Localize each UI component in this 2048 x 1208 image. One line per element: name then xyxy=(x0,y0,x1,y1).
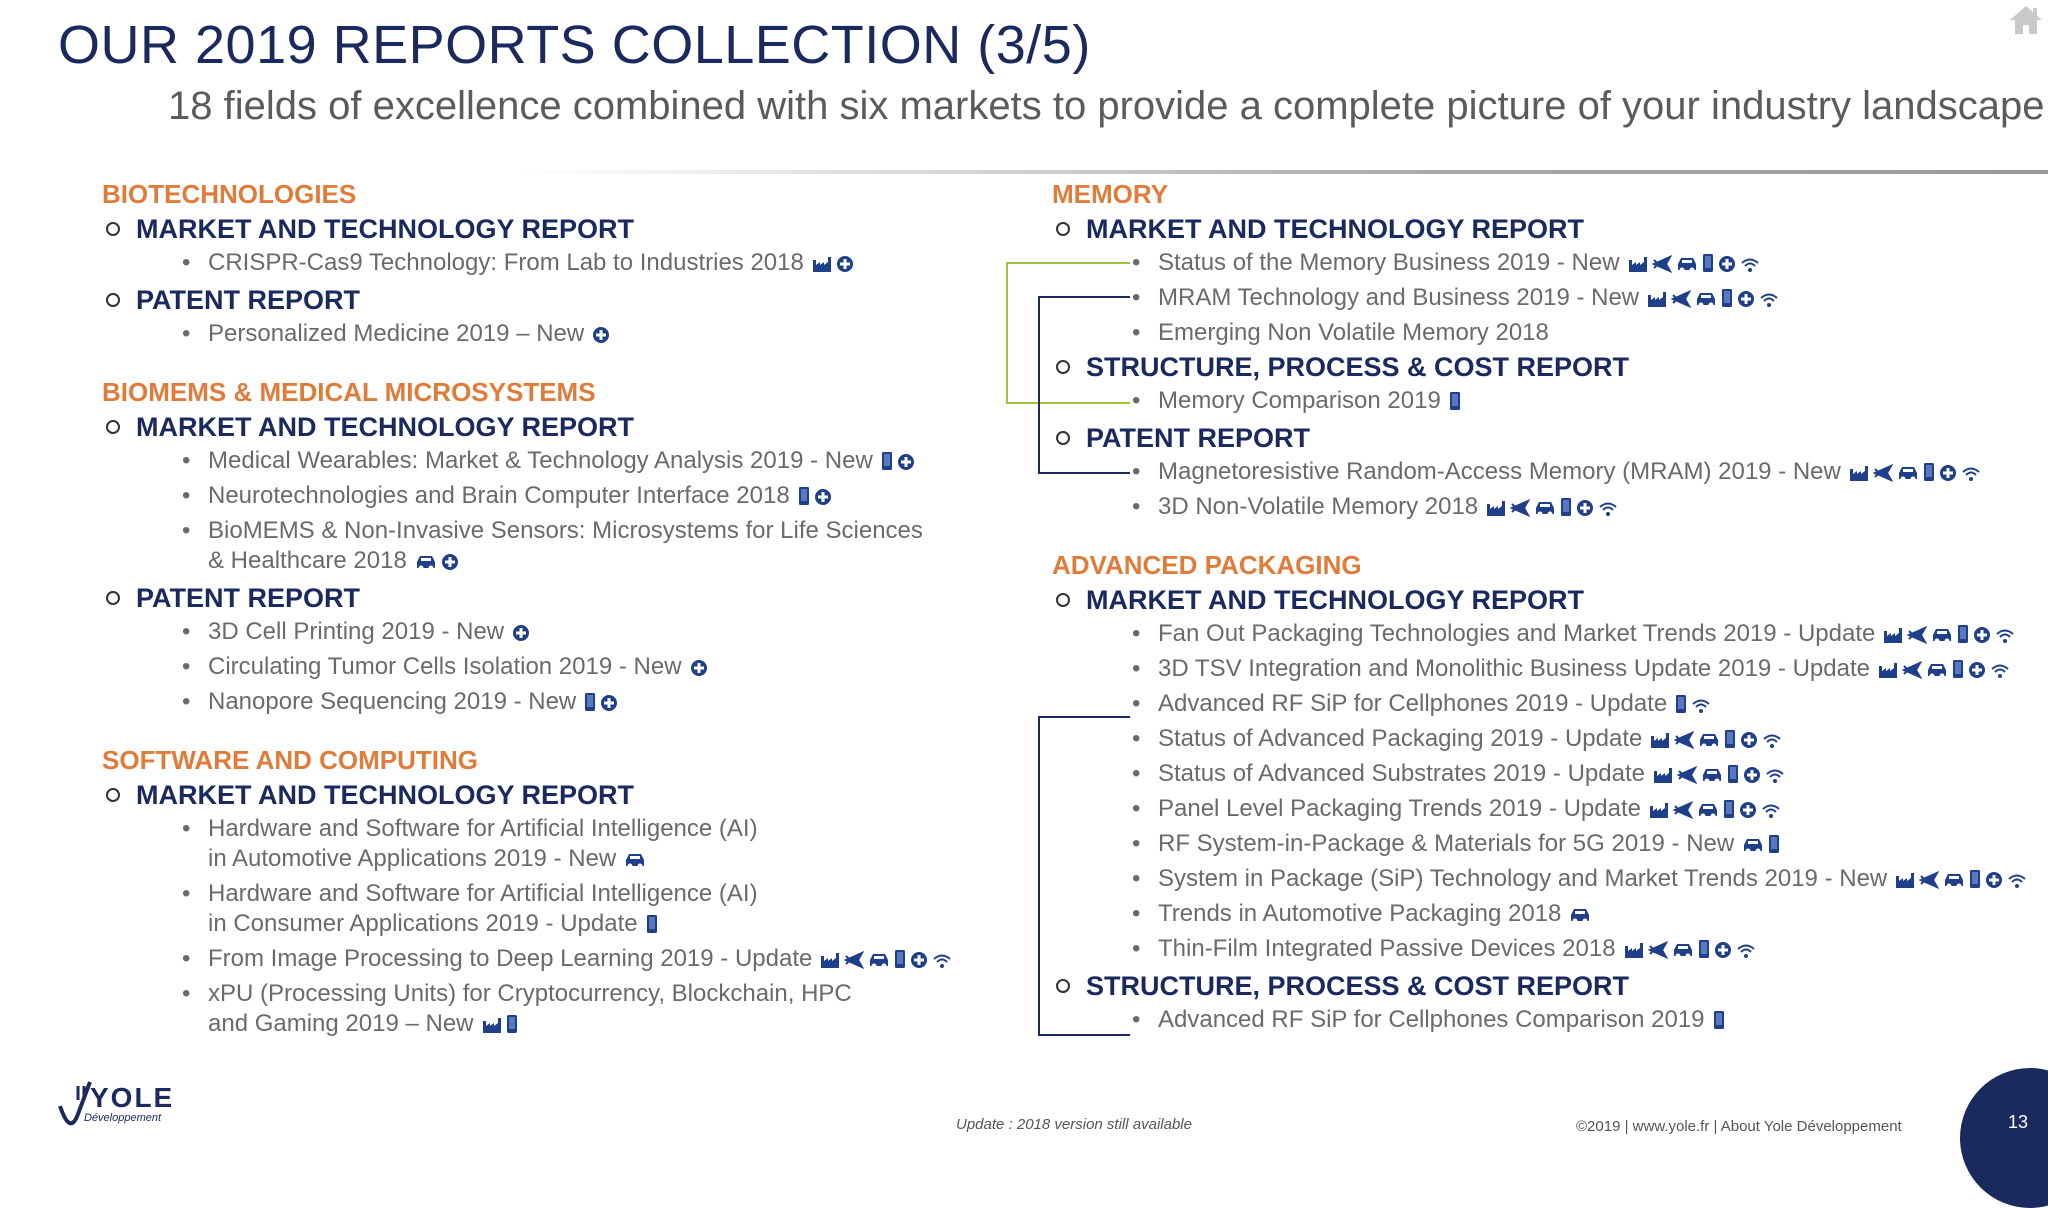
report-type-heading xyxy=(1052,350,2032,384)
circle-bullet-icon xyxy=(106,222,120,236)
page-title: OUR 2019 REPORTS COLLECTION (3/5) xyxy=(58,15,1091,75)
automotive-icon xyxy=(1742,832,1764,862)
category-heading: ADVANCED PACKAGING xyxy=(1052,550,1362,580)
industrial-icon xyxy=(1878,657,1898,687)
industrial-icon xyxy=(1647,286,1667,316)
bullet-icon: • xyxy=(1132,319,1141,346)
medical-icon xyxy=(690,655,708,685)
report-item[interactable] xyxy=(1052,492,2032,525)
bullet-icon: • xyxy=(182,980,191,1007)
telecom-icon xyxy=(1961,460,1981,490)
bullet-icon: • xyxy=(1132,620,1141,647)
report-type-heading xyxy=(1052,583,2032,617)
telecom-icon xyxy=(1736,937,1756,967)
logo-subtitle: Développement xyxy=(84,1112,162,1124)
aerospace-icon xyxy=(1902,657,1922,687)
medical-icon xyxy=(1968,657,1986,687)
mobile-icon xyxy=(1449,389,1461,419)
category-heading: MEMORY xyxy=(1052,179,1169,209)
bullet-icon: • xyxy=(1132,690,1141,717)
report-type-label: PATENT REPORT xyxy=(136,583,361,613)
report-item[interactable] xyxy=(102,879,1022,942)
market-icons xyxy=(584,690,618,720)
industrial-icon xyxy=(1628,251,1648,281)
market-icons xyxy=(798,484,832,514)
report-type-label: MARKET AND TECHNOLOGY REPORT xyxy=(1086,214,1585,244)
report-item[interactable] xyxy=(1052,619,2032,652)
footer-note: Update : 2018 version still available xyxy=(956,1116,1192,1133)
automotive-icon xyxy=(868,947,890,977)
mobile-icon xyxy=(894,947,906,977)
report-title: Thin-Film Integrated Passive Devices 2018 xyxy=(1158,934,2032,967)
automotive-icon xyxy=(1534,495,1556,525)
aerospace-icon xyxy=(1648,937,1668,967)
report-title: From Image Processing to Deep Learning 2019 - Update xyxy=(208,944,1022,977)
mobile-icon xyxy=(584,690,596,720)
bullet-icon: • xyxy=(182,249,191,276)
medical-icon xyxy=(814,484,832,514)
report-type-heading xyxy=(102,581,1022,615)
bullet-icon: • xyxy=(1132,830,1141,857)
report-title: in Automotive Applications 2019 - New xyxy=(208,844,1022,877)
automotive-icon xyxy=(1701,762,1723,792)
medical-icon xyxy=(1740,727,1758,757)
header-divider xyxy=(520,170,2048,174)
market-icons xyxy=(1624,937,1756,967)
bullet-icon: • xyxy=(182,880,191,907)
industrial-icon xyxy=(1624,937,1644,967)
medical-icon xyxy=(1737,286,1755,316)
rf-sip-bracket xyxy=(1038,716,1130,1036)
mram-bracket xyxy=(1038,296,1130,474)
mobile-icon xyxy=(1723,797,1735,827)
report-type-label: PATENT REPORT xyxy=(136,285,361,315)
mobile-icon xyxy=(646,912,658,942)
bullet-icon: • xyxy=(1132,725,1141,752)
report-title: Status of Advanced Substrates 2019 - Update xyxy=(1158,759,2032,792)
report-title: Circulating Tumor Cells Isolation 2019 - New xyxy=(208,652,1022,685)
footer-copyright[interactable]: ©2019 | www.yole.fr | About Yole Développement xyxy=(1576,1118,1902,1135)
report-title: Advanced RF SiP for Cellphones Comparison 2019 xyxy=(1158,1005,2032,1038)
report-item[interactable] xyxy=(102,516,1022,579)
mobile-icon xyxy=(1957,622,1969,652)
market-icons xyxy=(1878,657,2010,687)
mobile-icon xyxy=(1702,251,1714,281)
report-title: 3D Cell Printing 2019 - New xyxy=(208,617,1022,650)
medical-icon xyxy=(1743,762,1761,792)
bullet-icon: • xyxy=(1132,655,1141,682)
right-column xyxy=(1052,176,2032,1040)
medical-icon xyxy=(441,549,459,579)
report-title: & Healthcare 2018 xyxy=(208,546,1022,579)
report-title: 3D Non-Volatile Memory 2018 xyxy=(1158,492,2032,525)
report-title: 3D TSV Integration and Monolithic Business Update 2019 - Update xyxy=(1158,654,2032,687)
report-item[interactable] xyxy=(102,652,1022,685)
medical-icon xyxy=(1739,797,1757,827)
automotive-icon xyxy=(1897,460,1919,490)
bullet-icon: • xyxy=(182,447,191,474)
report-title: Emerging Non Volatile Memory 2018 xyxy=(1158,319,1549,346)
report-item[interactable] xyxy=(1052,794,2032,827)
bullet-icon: • xyxy=(182,815,191,842)
market-icons xyxy=(646,912,658,942)
market-icons xyxy=(1449,389,1461,419)
market-icons xyxy=(1895,867,2027,897)
report-item[interactable] xyxy=(102,944,1022,977)
report-item[interactable] xyxy=(102,979,1022,1042)
market-icons xyxy=(512,620,530,650)
bullet-icon: • xyxy=(182,688,191,715)
aerospace-icon xyxy=(1673,797,1693,827)
mobile-icon xyxy=(1721,286,1733,316)
telecom-icon xyxy=(1691,692,1711,722)
automotive-icon xyxy=(1926,657,1948,687)
aerospace-icon xyxy=(1873,460,1893,490)
automotive-icon xyxy=(1569,902,1591,932)
automotive-icon xyxy=(1931,622,1953,652)
home-icon[interactable] xyxy=(2006,2,2046,38)
automotive-icon xyxy=(1676,251,1698,281)
aerospace-icon xyxy=(1674,727,1694,757)
telecom-icon xyxy=(1740,251,1760,281)
mobile-icon xyxy=(1560,495,1572,525)
report-item[interactable] xyxy=(1052,248,2032,281)
left-column xyxy=(102,176,1022,1044)
bullet-icon: • xyxy=(1132,249,1141,276)
industrial-icon xyxy=(1486,495,1506,525)
aerospace-icon xyxy=(844,947,864,977)
bullet-icon: • xyxy=(1132,900,1141,927)
report-type-label: STRUCTURE, PROCESS & COST REPORT xyxy=(1086,971,1630,1001)
industrial-icon xyxy=(482,1012,502,1042)
market-icons xyxy=(415,549,459,579)
mobile-icon xyxy=(798,484,810,514)
report-title: Status of Advanced Packaging 2019 - Update xyxy=(1158,724,2032,757)
bullet-icon: • xyxy=(1132,935,1141,962)
bullet-icon: • xyxy=(1132,284,1141,311)
report-item[interactable] xyxy=(1052,1005,2032,1038)
telecom-icon xyxy=(1759,286,1779,316)
automotive-icon xyxy=(624,847,646,877)
report-type-heading xyxy=(1052,421,2032,455)
medical-icon xyxy=(1718,251,1736,281)
report-item[interactable] xyxy=(102,687,1022,720)
circle-bullet-icon xyxy=(1056,222,1070,236)
report-title: CRISPR-Cas9 Technology: From Lab to Industries 2018 xyxy=(208,248,1022,281)
bullet-icon: • xyxy=(182,320,191,347)
aerospace-icon xyxy=(1671,286,1691,316)
report-type-heading xyxy=(1052,212,2032,246)
category-heading: BIOMEMS & MEDICAL MICROSYSTEMS xyxy=(102,377,596,407)
report-title: Trends in Automotive Packaging 2018 xyxy=(1158,899,2032,932)
report-item[interactable] xyxy=(102,617,1022,650)
report-type-heading xyxy=(1052,969,2032,1003)
market-icons xyxy=(1647,286,1779,316)
industrial-icon xyxy=(1653,762,1673,792)
circle-bullet-icon xyxy=(106,788,120,802)
aerospace-icon xyxy=(1907,622,1927,652)
bullet-icon: • xyxy=(1132,387,1141,414)
mobile-icon xyxy=(1952,657,1964,687)
circle-bullet-icon xyxy=(106,293,120,307)
bullet-icon: • xyxy=(182,945,191,972)
report-title: MRAM Technology and Business 2019 - New xyxy=(1158,283,2032,316)
report-item[interactable] xyxy=(102,319,1022,352)
automotive-icon xyxy=(415,549,437,579)
page-subtitle: 18 fields of excellence combined with six markets to provide a complete picture of your industry landscape xyxy=(168,84,2045,128)
mobile-icon xyxy=(506,1012,518,1042)
industrial-icon xyxy=(820,947,840,977)
report-title: BioMEMS & Non-Invasive Sensors: Microsystems for Life Sciences xyxy=(208,517,923,544)
telecom-icon xyxy=(1995,622,2015,652)
mobile-icon xyxy=(1768,832,1780,862)
market-icons xyxy=(690,655,708,685)
report-item[interactable] xyxy=(1052,283,2032,316)
market-icons xyxy=(482,1012,518,1042)
report-title: and Gaming 2019 – New xyxy=(208,1009,1022,1042)
bullet-icon: • xyxy=(1132,760,1141,787)
automotive-icon xyxy=(1698,727,1720,757)
report-type-heading xyxy=(102,283,1022,317)
report-type-heading xyxy=(102,778,1022,812)
market-icons xyxy=(1649,797,1781,827)
report-type-label: MARKET AND TECHNOLOGY REPORT xyxy=(136,412,635,442)
report-item[interactable] xyxy=(102,446,1022,479)
medical-icon xyxy=(910,947,928,977)
industrial-icon xyxy=(812,251,832,281)
report-item[interactable] xyxy=(1052,934,2032,967)
report-item[interactable] xyxy=(1052,318,2032,348)
report-item[interactable] xyxy=(1052,864,2032,897)
report-item[interactable] xyxy=(1052,899,2032,932)
automotive-icon xyxy=(1672,937,1694,967)
category-heading: BIOTECHNOLOGIES xyxy=(102,179,357,209)
mobile-icon xyxy=(1713,1008,1725,1038)
bullet-icon: • xyxy=(1132,458,1141,485)
market-icons xyxy=(881,449,915,479)
market-icons xyxy=(1486,495,1618,525)
report-title: RF System-in-Package & Materials for 5G 2019 - New xyxy=(1158,829,2032,862)
report-type-heading xyxy=(102,410,1022,444)
telecom-icon xyxy=(932,947,952,977)
report-title: Memory Comparison 2019 xyxy=(1158,386,2032,419)
report-type-label: MARKET AND TECHNOLOGY REPORT xyxy=(136,780,635,810)
market-icons xyxy=(1650,727,1782,757)
market-icons xyxy=(1849,460,1981,490)
report-title: Advanced RF SiP for Cellphones 2019 - Update xyxy=(1158,689,2032,722)
automotive-icon xyxy=(1943,867,1965,897)
mobile-icon xyxy=(1698,937,1710,967)
report-title: Medical Wearables: Market & Technology Analysis 2019 - New xyxy=(208,446,1022,479)
bullet-icon: • xyxy=(182,482,191,509)
market-icons xyxy=(820,947,952,977)
telecom-icon xyxy=(1990,657,2010,687)
report-title: Magnetoresistive Random-Access Memory (MRAM) 2019 - New xyxy=(1158,457,2032,490)
report-item[interactable] xyxy=(1052,654,2032,687)
report-item[interactable] xyxy=(1052,457,2032,490)
mobile-icon xyxy=(1969,867,1981,897)
telecom-icon xyxy=(1762,727,1782,757)
automotive-icon xyxy=(1697,797,1719,827)
market-icons xyxy=(1713,1008,1725,1038)
industrial-icon xyxy=(1895,867,1915,897)
aerospace-icon xyxy=(1510,495,1530,525)
report-type-label: MARKET AND TECHNOLOGY REPORT xyxy=(136,214,635,244)
report-item[interactable] xyxy=(1052,829,2032,862)
report-item[interactable] xyxy=(1052,759,2032,792)
mobile-icon xyxy=(881,449,893,479)
market-icons xyxy=(1628,251,1760,281)
telecom-icon xyxy=(1761,797,1781,827)
report-item[interactable] xyxy=(102,481,1022,514)
page-number-badge xyxy=(1960,1068,2048,1208)
medical-icon xyxy=(897,449,915,479)
market-icons xyxy=(1742,832,1780,862)
page-number: 13 xyxy=(2007,1112,2029,1132)
circle-bullet-icon xyxy=(106,420,120,434)
industrial-icon xyxy=(1883,622,1903,652)
bullet-icon: • xyxy=(182,517,191,544)
report-item[interactable] xyxy=(1052,689,2032,722)
aerospace-icon xyxy=(1677,762,1697,792)
market-icons xyxy=(1883,622,2015,652)
report-title: Nanopore Sequencing 2019 - New xyxy=(208,687,1022,720)
report-title: Status of the Memory Business 2019 - New xyxy=(1158,248,2032,281)
mobile-icon xyxy=(1727,762,1739,792)
circle-bullet-icon xyxy=(1056,593,1070,607)
bullet-icon: • xyxy=(1132,1006,1141,1033)
logo-wordmark: YOLE xyxy=(90,1082,175,1113)
report-type-label: PATENT REPORT xyxy=(1086,423,1311,453)
circle-bullet-icon xyxy=(106,591,120,605)
report-title: in Consumer Applications 2019 - Update xyxy=(208,909,1022,942)
category-heading: SOFTWARE AND COMPUTING xyxy=(102,745,479,775)
industrial-icon xyxy=(1849,460,1869,490)
market-icons xyxy=(592,322,610,352)
report-item[interactable] xyxy=(1052,386,2032,419)
telecom-icon xyxy=(2007,867,2027,897)
mobile-icon xyxy=(1923,460,1935,490)
telecom-icon xyxy=(1765,762,1785,792)
report-title: Fan Out Packaging Technologies and Market Trends 2019 - Update xyxy=(1158,619,2032,652)
medical-icon xyxy=(512,620,530,650)
industrial-icon xyxy=(1649,797,1669,827)
aerospace-icon xyxy=(1919,867,1939,897)
mobile-icon xyxy=(1724,727,1736,757)
report-title: System in Package (SiP) Technology and Market Trends 2019 - New xyxy=(1158,864,2032,897)
report-type-label: STRUCTURE, PROCESS & COST REPORT xyxy=(1086,352,1630,382)
bullet-icon: • xyxy=(182,653,191,680)
medical-icon xyxy=(592,322,610,352)
market-icons xyxy=(624,847,646,877)
bullet-icon: • xyxy=(1132,493,1141,520)
report-title: Neurotechnologies and Brain Computer Interface 2018 xyxy=(208,481,1022,514)
market-icons xyxy=(1653,762,1785,792)
report-item[interactable] xyxy=(102,814,1022,877)
market-icons xyxy=(1675,692,1711,722)
medical-icon xyxy=(1714,937,1732,967)
medical-icon xyxy=(1576,495,1594,525)
bullet-icon: • xyxy=(182,618,191,645)
mobile-icon xyxy=(1675,692,1687,722)
medical-icon xyxy=(1985,867,2003,897)
automotive-icon xyxy=(1695,286,1717,316)
report-item[interactable] xyxy=(1052,724,2032,757)
report-type-heading xyxy=(102,212,1022,246)
bullet-icon: • xyxy=(1132,795,1141,822)
report-type-label: MARKET AND TECHNOLOGY REPORT xyxy=(1086,585,1585,615)
medical-icon xyxy=(1973,622,1991,652)
report-title: Personalized Medicine 2019 – New xyxy=(208,319,1022,352)
report-title: xPU (Processing Units) for Cryptocurrency, Blockchain, HPC xyxy=(208,980,852,1007)
industrial-icon xyxy=(1650,727,1670,757)
medical-icon xyxy=(836,251,854,281)
telecom-icon xyxy=(1598,495,1618,525)
aerospace-icon xyxy=(1652,251,1672,281)
report-title: Hardware and Software for Artificial Intelligence (AI) xyxy=(208,815,758,842)
medical-icon xyxy=(1939,460,1957,490)
medical-icon xyxy=(600,690,618,720)
report-title: Panel Level Packaging Trends 2019 - Update xyxy=(1158,794,2032,827)
report-title: Hardware and Software for Artificial Intelligence (AI) xyxy=(208,880,758,907)
market-icons xyxy=(812,251,854,281)
report-item[interactable] xyxy=(102,248,1022,281)
bullet-icon: • xyxy=(1132,865,1141,892)
market-icons xyxy=(1569,902,1591,932)
